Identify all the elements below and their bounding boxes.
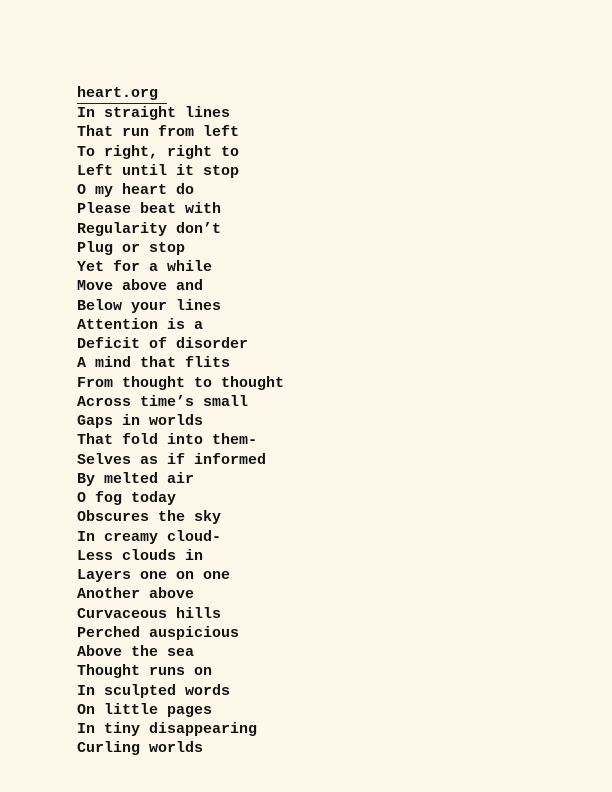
poem-line: O my heart do [77,182,195,200]
poem-line: Below your lines [77,297,222,315]
poem-line: Less clouds in [77,547,204,565]
poem-line: From thought to thought [77,374,285,392]
poem-line: Regularity don’t [77,220,222,238]
poem-line: Please beat with [77,201,222,219]
poem-line: Attention is a [77,316,204,334]
poem-line: On little pages [77,701,213,719]
poem-line: Deficit of disorder [77,336,249,354]
poem-line: That run from left [77,124,240,142]
poem-line: In straight lines [77,105,231,123]
poem-line: In sculpted words [77,682,231,700]
poem-line: Layers one on one [77,567,231,585]
poem-line: Curvaceous hills [77,605,222,623]
poem-line: Across time’s small [77,393,249,411]
poem-line: O fog today [77,490,177,508]
poem-line: That fold into them- [77,432,258,450]
document-page [77,84,577,759]
poem-title: heart.org [77,85,159,102]
poem-line: A mind that flits [77,355,231,373]
poem-line: By melted air [77,470,195,488]
poem-line: Perched auspicious [77,624,240,642]
poem-line: Left until it stop [77,162,240,180]
poem-body [77,104,577,759]
poem-line: Selves as if informed [77,451,267,469]
poem-line: Another above [77,586,195,604]
poem-line: Move above and [77,278,204,296]
poem-line: Curling worlds [77,740,204,758]
poem-line: In creamy cloud- [77,528,222,546]
poem-line: To right, right to [77,143,240,161]
poem-line: Obscures the sky [77,509,222,527]
poem-line: Yet for a while [77,259,213,277]
poem-line: Gaps in worlds [77,413,204,431]
poem-line: In tiny disappearing [77,721,258,739]
poem-line: Above the sea [77,644,195,662]
poem-line: Plug or stop [77,239,186,257]
poem-line: Thought runs on [77,663,213,681]
